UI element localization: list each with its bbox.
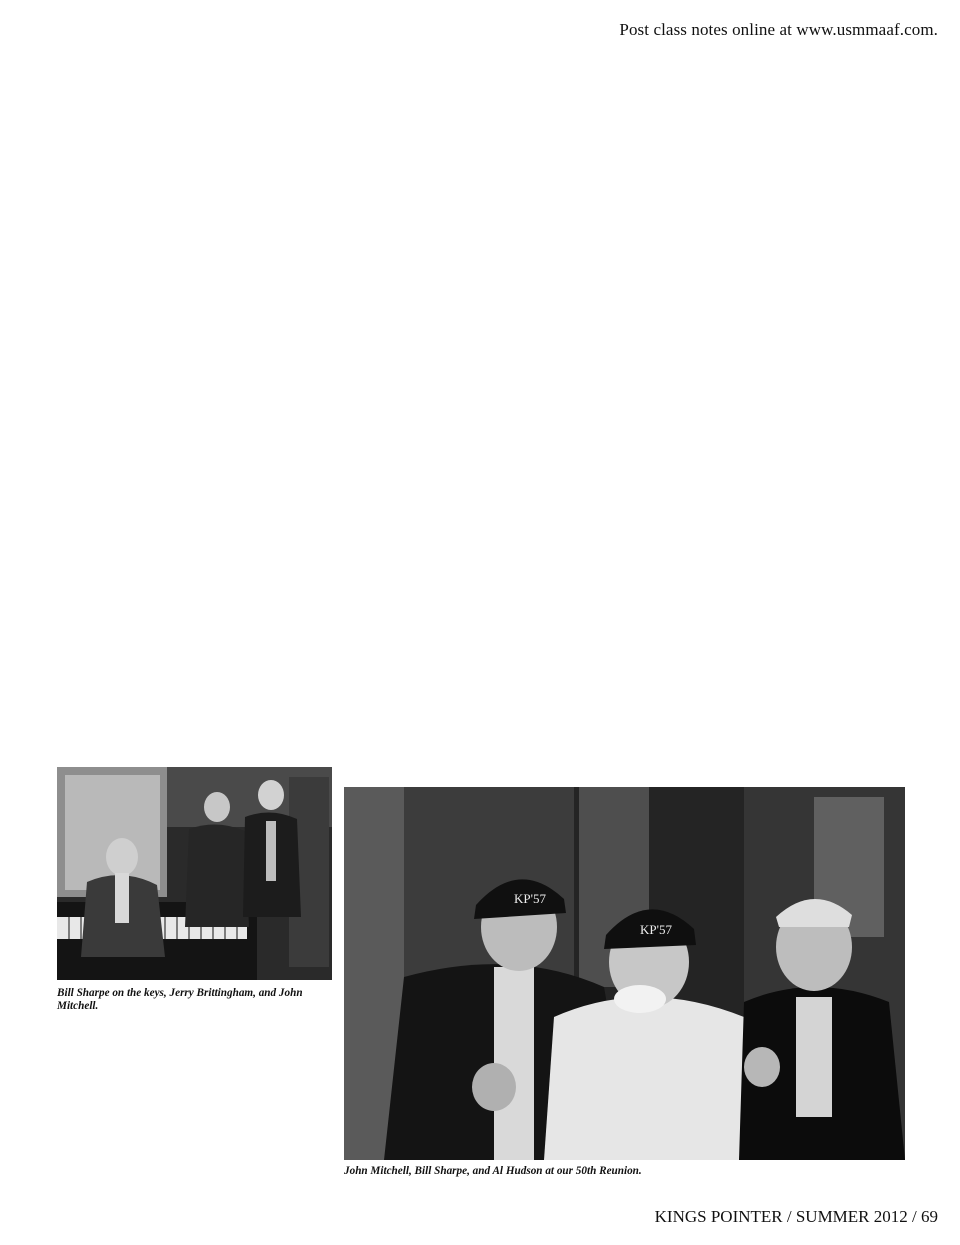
photo-piano-players — [57, 767, 332, 980]
photo-caption: John Mitchell, Bill Sharpe, and Al Hudson at our 50th Reunion. — [344, 1165, 642, 1177]
photo-reunion — [344, 787, 905, 1160]
photo-caption: Bill Sharpe on the keys, Jerry Brittingham, and John Mitchell. — [57, 987, 303, 1012]
online-notice: Post class notes online at www.usmmaaf.com. — [619, 20, 938, 39]
cap-logo-text: KP'57 — [514, 891, 546, 906]
page-footer: KINGS POINTER / SUMMER 2012 / 69 — [654, 1207, 938, 1226]
cap-logo-text: KP'57 — [640, 922, 672, 937]
